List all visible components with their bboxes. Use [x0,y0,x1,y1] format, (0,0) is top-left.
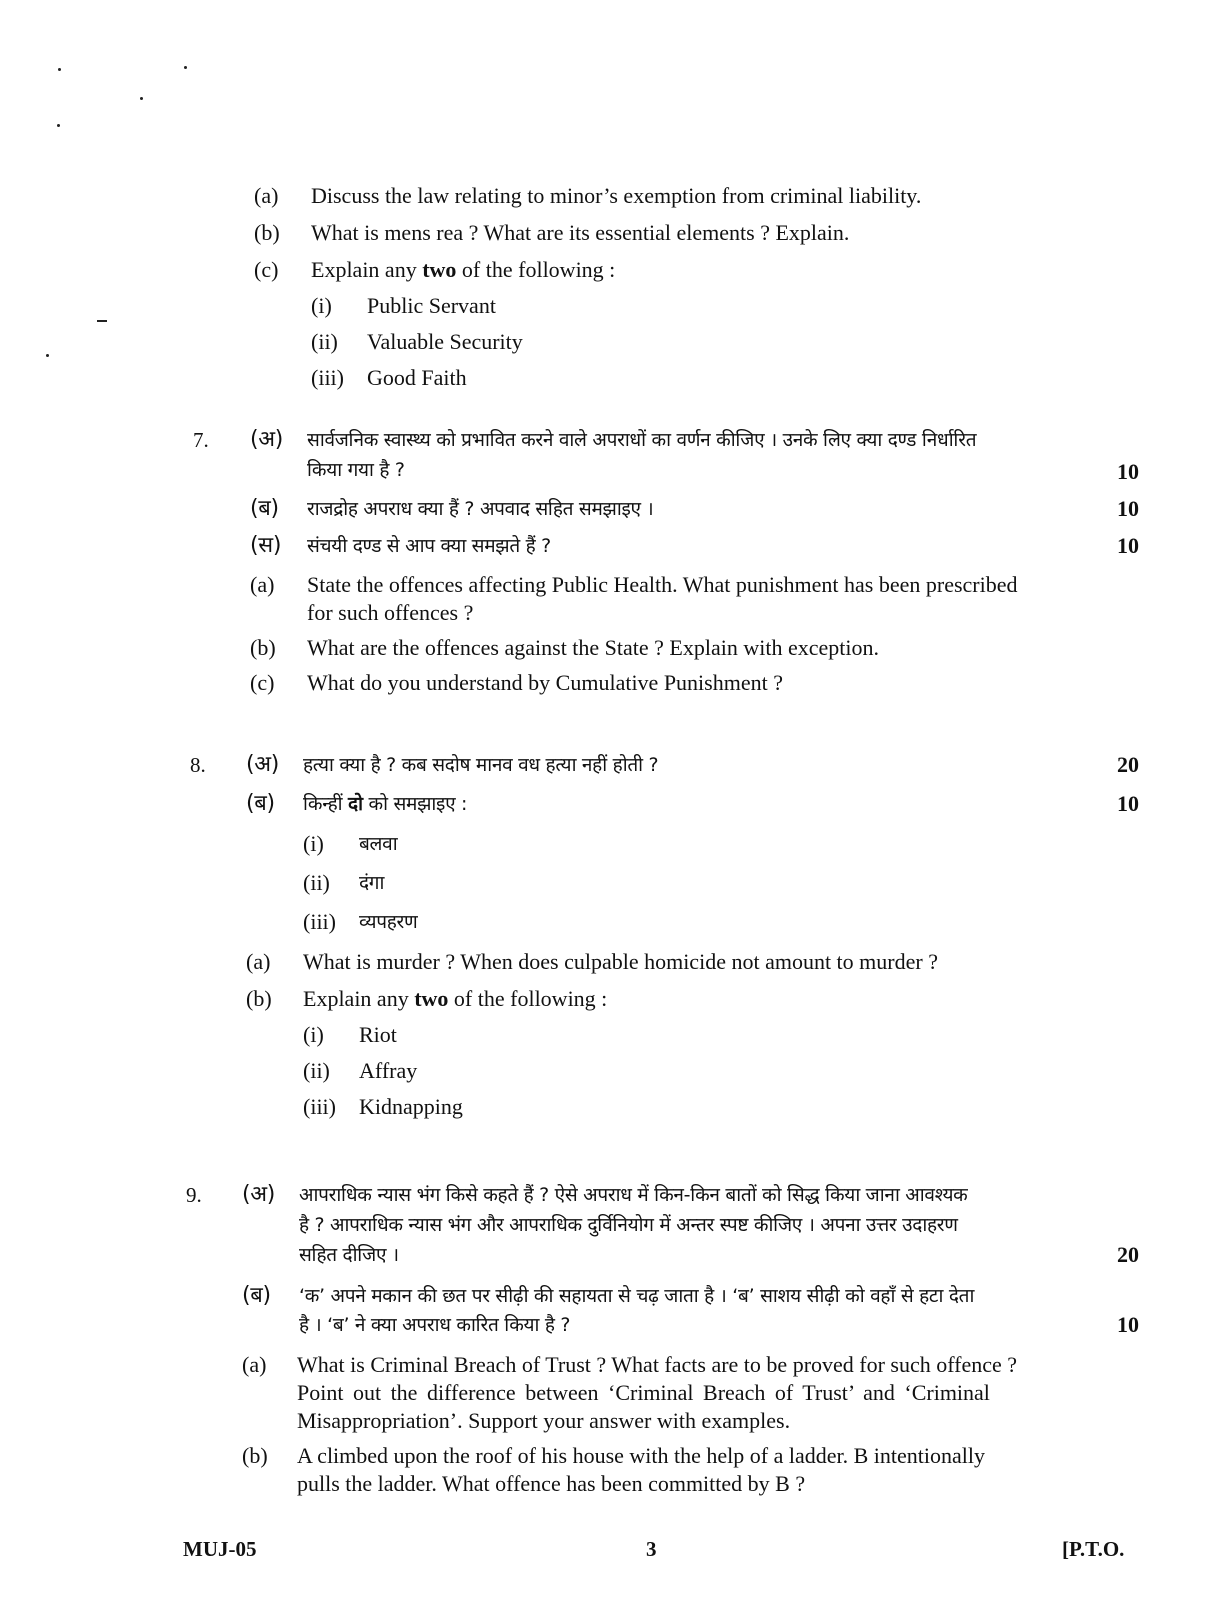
sub-item-label: (ii) [303,870,330,895]
question-text: What is mens rea ? What are its essential elements ? Explain. [311,220,850,245]
text-part: किन्हीं [303,793,349,815]
question-number: 7. [193,428,209,452]
item-label: (अ) [250,427,284,452]
sub-item-label: (iii) [311,365,344,390]
item-label: (अ) [242,1182,276,1207]
question-text: A climbed upon the roof of his house with the help of a ladder. B intentionally [297,1443,985,1468]
scan-speck [46,354,49,357]
item-label: (b) [246,986,272,1011]
item-label: (a) [250,572,275,597]
scan-speck [140,97,143,100]
sub-item-label: (i) [303,1022,324,1047]
sub-item-text: Good Faith [367,365,467,390]
sub-item-text: व्यपहरण [359,911,418,933]
text-bold: two [422,257,457,282]
item-label: (b) [242,1443,268,1468]
sub-item-text: Riot [359,1022,397,1047]
question-text: Misappropriation’. Support your answer with examples. [297,1408,791,1433]
marks: 20 [1117,1242,1139,1267]
text-bold: two [414,986,449,1011]
item-label: (ब) [242,1283,271,1308]
question-text: किया गया है ? [307,459,405,481]
text-part: Explain any [303,986,415,1011]
item-label: (b) [250,635,276,660]
question-text: है ? आपराधिक न्यास भंग और आपराधिक दुर्विनियोग में अन्तर स्पष्ट कीजिए । अपना उत्तर उदाहरण [299,1214,958,1236]
text-part: Explain any [311,257,423,282]
scan-dash [97,320,107,322]
sub-item-text: Public Servant [367,293,496,318]
question-number: 9. [186,1183,202,1207]
question-text [303,790,467,818]
question-text: What is murder ? When does culpable homicide not amount to murder ? [303,949,938,974]
question-text: ‘क’ अपने मकान की छत पर सीढ़ी की सहायता से चढ़ जाता है । ‘ब’ साशय सीढ़ी को वहाँ से हटा देता [299,1285,975,1307]
sub-item-label: (i) [303,831,324,856]
text-part: of the following : [456,257,616,282]
sub-item-label: (i) [311,293,332,318]
item-label: (अ) [246,752,280,777]
question-text: State the offences affecting Public Health. What punishment has been prescribed [307,572,1018,597]
scan-speck [184,66,187,69]
question-text: What do you understand by Cumulative Punishment ? [307,670,783,695]
item-label: (स) [250,533,282,558]
item-label: (c) [254,257,279,282]
question-text: pulls the ladder. What offence has been committed by B ? [297,1471,806,1496]
question-text: सार्वजनिक स्वास्थ्य को प्रभावित करने वाले अपराधों का वर्णन कीजिए । उनके लिए क्या दण्ड निर्धारित [307,429,977,451]
paper-code: MUJ-05 [183,1537,257,1561]
sub-item-text: बलवा [359,833,398,855]
sub-item-text: Valuable Security [367,329,523,354]
marks: 10 [1117,496,1139,521]
item-label: (a) [254,183,279,208]
question-text: आपराधिक न्यास भंग किसे कहते हैं ? ऐसे अपराध में किन-किन बातों को सिद्ध किया जाना आवश्यक [299,1184,968,1206]
question-number: 8. [190,753,206,777]
question-text: What are the offences against the State ? Explain with exception. [307,635,879,660]
marks: 10 [1117,459,1139,484]
item-label: (a) [242,1352,267,1377]
item-label: (a) [246,949,271,974]
marks: 20 [1117,752,1139,777]
sub-item-text: Kidnapping [359,1094,463,1119]
sub-item-label: (ii) [311,329,338,354]
question-text: Discuss the law relating to minor’s exemption from criminal liability. [311,183,922,208]
question-text [303,985,607,1013]
marks: 10 [1117,533,1139,558]
marks: 10 [1117,791,1139,816]
page-number: 3 [646,1537,657,1561]
question-text: संचयी दण्ड से आप क्या समझते हैं ? [307,535,551,557]
question-text: है । ‘ब’ ने क्या अपराध कारित किया है ? [299,1314,571,1336]
sub-item-label: (iii) [303,1094,336,1119]
sub-item-label: (ii) [303,1058,330,1083]
question-text: Point out the difference between ‘Criminal Breach of Trust’ and ‘Criminal [297,1380,990,1405]
question-text: हत्या क्या है ? कब सदोष मानव वध हत्या नहीं होती ? [303,754,659,776]
sub-item-text: Affray [359,1058,418,1083]
marks: 10 [1117,1312,1139,1337]
item-label: (ब) [250,496,279,521]
text-bold: दो [348,793,363,815]
item-label: (ब) [246,791,275,816]
sub-item-text: दंगा [359,872,385,894]
text-part: of the following : [448,986,608,1011]
question-text [311,256,615,284]
item-label: (c) [250,670,275,695]
question-text: सहित दीजिए । [299,1244,399,1266]
question-text: राजद्रोह अपराध क्या हैं ? अपवाद सहित समझाइए । [307,498,654,520]
question-text: What is Criminal Breach of Trust ? What facts are to be proved for such offence ? [297,1352,1018,1377]
question-text: for such offences ? [307,600,474,625]
text-part: को समझाइए : [362,793,468,815]
scan-speck [57,124,60,127]
please-turn-over: [P.T.O. [1062,1537,1125,1561]
item-label: (b) [254,220,280,245]
sub-item-label: (iii) [303,909,336,934]
scan-speck [58,68,61,71]
